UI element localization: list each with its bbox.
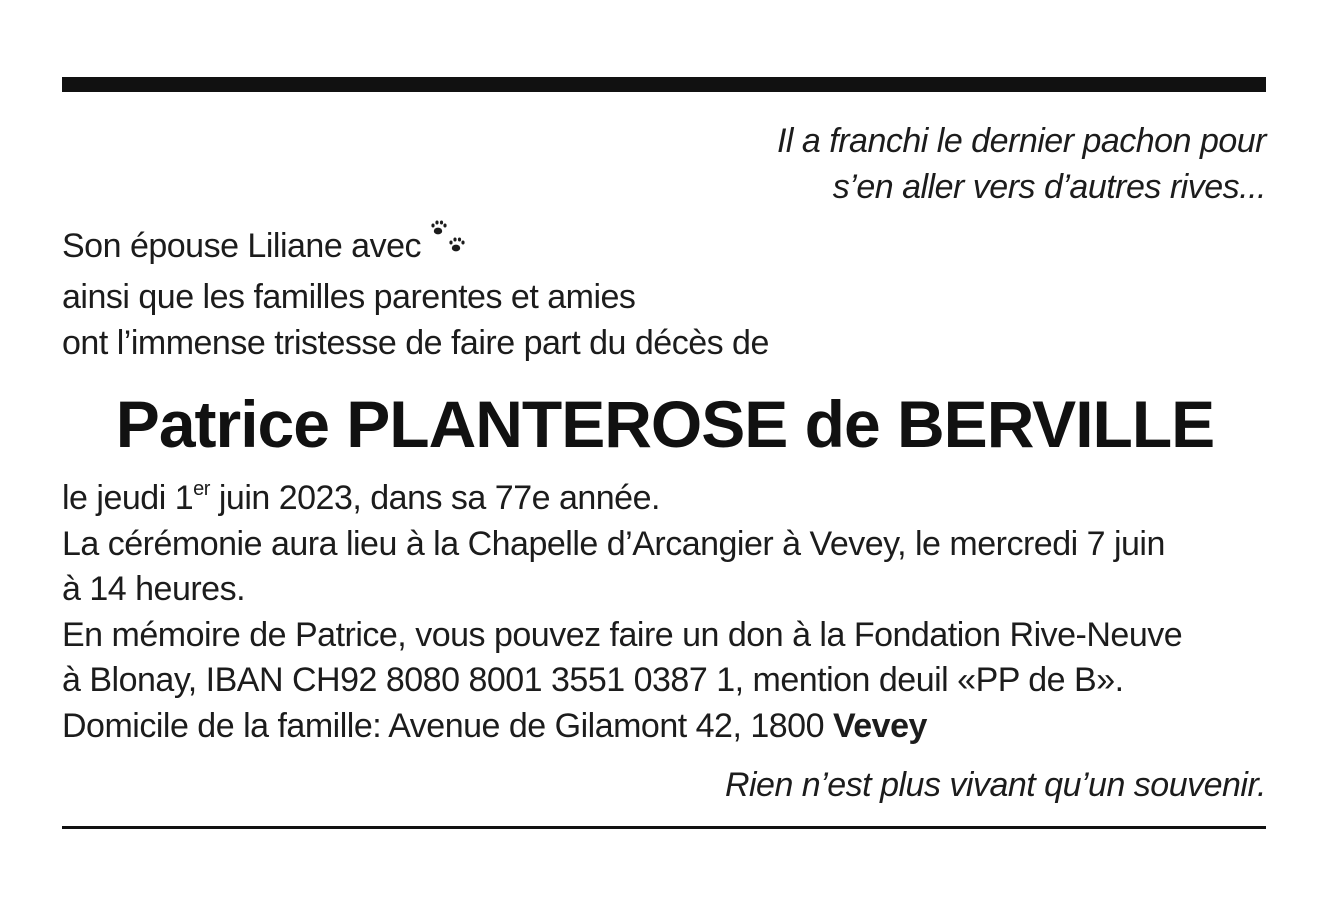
donation-line: En mémoire de Patrice, vous pouvez faire un don à la Fondation Rive-Neuve xyxy=(62,615,1183,654)
ceremony-line: La cérémonie aura lieu à la Chapelle d’Arcangier à Vevey, le mercredi 7 juin xyxy=(62,524,1165,563)
closing-quote: Rien n’est plus vivant qu’un souvenir. xyxy=(724,766,1266,804)
donation-line: à Blonay, IBAN CH92 8080 8001 3551 0387 1, mention deuil «PP de B». xyxy=(62,661,1124,699)
ceremony-line: à 14 heures. xyxy=(62,570,246,608)
date-ordinal: er xyxy=(193,478,210,500)
notice-details xyxy=(62,476,1272,749)
intro-line: ont l’immense tristesse de faire part du décès de xyxy=(62,324,769,362)
intro-line xyxy=(62,222,769,274)
intro-text xyxy=(62,222,769,366)
deceased-name: Patrice PLANTEROSE de BERVILLE xyxy=(115,387,1215,461)
date-suffix: juin 2023, dans sa 77e année. xyxy=(209,479,660,517)
epigraph-line: Il a franchi le dernier pachon pour xyxy=(776,122,1266,160)
epigraph xyxy=(777,118,1266,210)
address-prefix: Domicile de la famille: Avenue de Gilamont 42, 1800 xyxy=(62,706,833,745)
epigraph-line: s’en aller vers d’autres rives... xyxy=(832,168,1266,206)
address-city: Vevey xyxy=(832,706,927,745)
bottom-rule xyxy=(62,826,1266,829)
date-line xyxy=(62,476,1272,522)
address-line xyxy=(62,704,1272,750)
intro-line: ainsi que les familles parentes et amies xyxy=(62,278,636,316)
paw-prints-icon xyxy=(429,218,469,270)
top-rule xyxy=(62,77,1266,92)
date-prefix: le jeudi 1 xyxy=(62,479,194,517)
intro-line-text: Son épouse Liliane avec xyxy=(62,226,421,265)
